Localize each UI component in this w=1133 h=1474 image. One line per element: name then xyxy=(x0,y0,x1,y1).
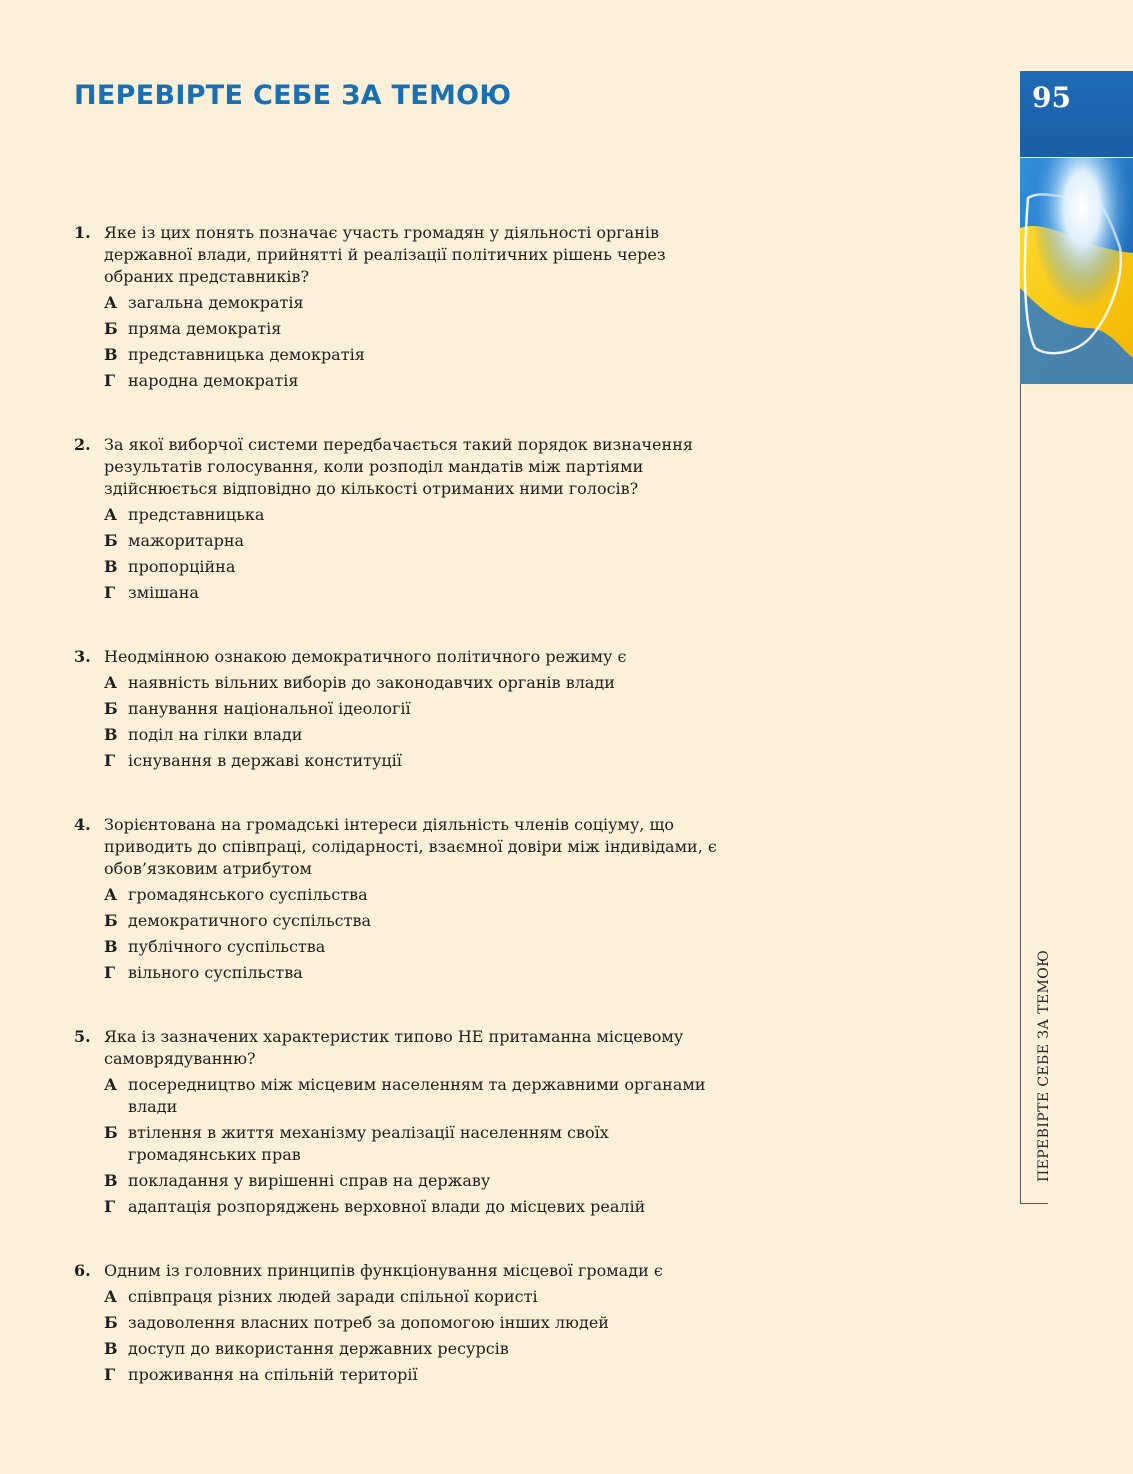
option-letter: А xyxy=(104,1075,118,1094)
option-text: доступ до використання державних ресурсів xyxy=(128,1339,509,1358)
option-letter: Г xyxy=(104,751,116,770)
option-text: загальна демократія xyxy=(128,293,304,312)
question-number: 3. xyxy=(74,647,91,666)
option-letter: Б xyxy=(104,1313,118,1332)
question-6 xyxy=(74,1260,734,1390)
answer-option xyxy=(104,936,734,958)
flag-map-illustration xyxy=(1020,158,1133,384)
option-text: мажоритарна xyxy=(128,531,245,550)
question-number: 1. xyxy=(74,223,91,242)
option-letter: Б xyxy=(104,531,118,550)
option-text: поділ на гілки влади xyxy=(128,725,303,744)
question-5 xyxy=(74,1026,734,1222)
answer-option xyxy=(104,1338,734,1360)
question-text: Неодмінною ознакою демократичного політичного режиму є xyxy=(104,647,627,666)
question-text: Яка із зазначених характеристик типово НЕ притаманна місцевому самоврядуванню? xyxy=(104,1027,684,1068)
question-number: 4. xyxy=(74,815,91,834)
answer-option xyxy=(104,884,734,906)
option-letter: Б xyxy=(104,699,118,718)
question-text: Яке із цих понять позначає участь громадян у діяльності органів державної влади, прийнятті й реалізації політичних рішень через обраних представників? xyxy=(104,223,666,286)
option-text: задоволення власних потреб за допомогою інших людей xyxy=(128,1313,609,1332)
option-text: проживання на спільній території xyxy=(128,1365,418,1384)
answer-option xyxy=(104,724,734,746)
option-text: пропорційна xyxy=(128,557,236,576)
option-letter: А xyxy=(104,1287,118,1306)
question-2 xyxy=(74,434,734,608)
option-text: публічного суспільства xyxy=(128,937,326,956)
answer-option xyxy=(104,910,734,932)
option-text: громадянського суспільства xyxy=(128,885,368,904)
option-text: співпраця різних людей заради спільної користі xyxy=(128,1287,538,1306)
option-letter: А xyxy=(104,505,118,524)
answer-option xyxy=(104,318,734,340)
option-letter: В xyxy=(104,345,118,364)
answer-option xyxy=(104,292,734,314)
option-text: представницька демократія xyxy=(128,345,365,364)
option-letter: А xyxy=(104,293,118,312)
option-letter: В xyxy=(104,937,118,956)
answer-option xyxy=(104,1170,734,1192)
option-letter: В xyxy=(104,725,118,744)
option-text: посередництво між місцевим населенням та державними органами влади xyxy=(128,1075,706,1116)
answer-option xyxy=(104,962,734,984)
option-text: існування в державі конституції xyxy=(128,751,402,770)
answer-option xyxy=(104,1286,734,1308)
option-letter: В xyxy=(104,1171,118,1190)
option-text: адаптація розпоряджень верховної влади до місцевих реалій xyxy=(128,1197,646,1216)
option-letter: Г xyxy=(104,1365,116,1384)
answer-option xyxy=(104,1074,734,1118)
page-number: 95 xyxy=(1032,81,1071,114)
option-letter: А xyxy=(104,673,118,692)
option-text: втілення в життя механізму реалізації населенням своїх громадянських прав xyxy=(128,1123,609,1164)
option-text: демократичного суспільства xyxy=(128,911,372,930)
option-text: пряма демократія xyxy=(128,319,282,338)
question-text: Одним із головних принципів функціонування місцевої громади є xyxy=(104,1261,663,1280)
question-1 xyxy=(74,222,734,396)
answer-option xyxy=(104,370,734,392)
option-text: покладання у вирішенні справ на державу xyxy=(128,1171,491,1190)
answer-option xyxy=(104,1196,734,1218)
option-letter: Б xyxy=(104,319,118,338)
answer-option xyxy=(104,556,734,578)
question-3 xyxy=(74,646,734,776)
sidebar-rule xyxy=(1020,384,1021,1204)
question-number: 5. xyxy=(74,1027,91,1046)
sidebar-rule-tick xyxy=(1020,1203,1048,1204)
answer-option xyxy=(104,1122,734,1166)
page-title: ПЕРЕВІРТЕ СЕБЕ ЗА ТЕМОЮ xyxy=(74,80,512,111)
option-letter: Г xyxy=(104,371,116,390)
option-letter: Г xyxy=(104,1197,116,1216)
answer-option xyxy=(104,504,734,526)
question-number: 2. xyxy=(74,435,91,454)
option-text: народна демократія xyxy=(128,371,299,390)
ukraine-flag-map-image xyxy=(1020,158,1133,384)
answer-option xyxy=(104,672,734,694)
answer-option xyxy=(104,750,734,772)
option-text: вільного суспільства xyxy=(128,963,303,982)
answer-option xyxy=(104,698,734,720)
page-number-tab xyxy=(1020,71,1133,157)
answer-option xyxy=(104,1364,734,1386)
answer-option xyxy=(104,344,734,366)
answer-option xyxy=(104,582,734,604)
option-text: панування національної ідеології xyxy=(128,699,411,718)
option-letter: Г xyxy=(104,583,116,602)
option-letter: В xyxy=(104,1339,118,1358)
option-letter: Б xyxy=(104,1123,118,1142)
option-text: наявність вільних виборів до законодавчих органів влади xyxy=(128,673,615,692)
answer-option xyxy=(104,1312,734,1334)
question-text: За якої виборчої системи передбачається такий порядок визначення результатів голосування, коли розподіл мандатів між партіями здійснюється відповідно до кількості отриманих ними голосів? xyxy=(104,435,693,498)
question-number: 6. xyxy=(74,1261,91,1280)
option-text: представницька xyxy=(128,505,265,524)
option-letter: Б xyxy=(104,911,118,930)
option-letter: Г xyxy=(104,963,116,982)
sidebar-section-label: ПЕРЕВІРТЕ СЕБЕ ЗА ТЕМОЮ xyxy=(1036,949,1052,1182)
answer-option xyxy=(104,530,734,552)
option-letter: В xyxy=(104,557,118,576)
option-letter: А xyxy=(104,885,118,904)
question-4 xyxy=(74,814,734,988)
question-text: Зорієнтована на громадські інтереси діяльність членів соціуму, що приводить до співпраці, солідарності, взаємної довіри між індивідами, є обов’язковим атрибутом xyxy=(104,815,717,878)
option-text: змішана xyxy=(128,583,199,602)
